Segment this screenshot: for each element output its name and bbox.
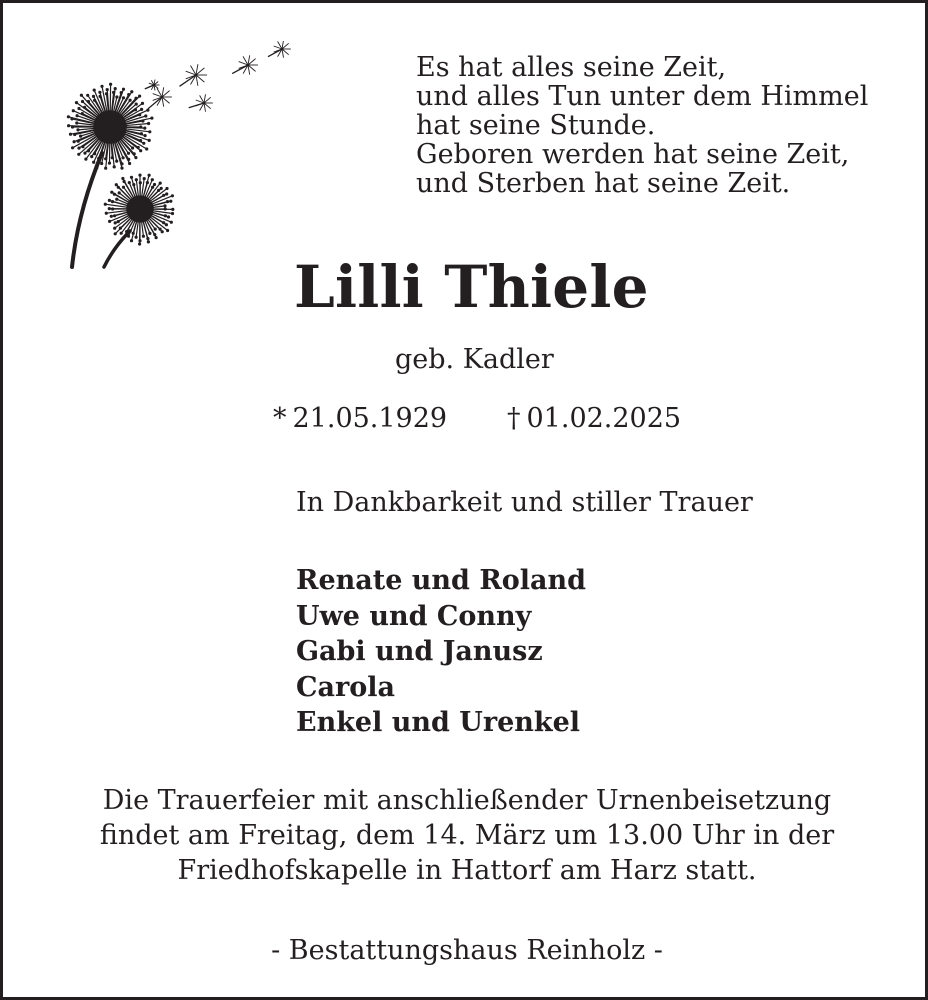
family-member: Gabi und Janusz <box>296 636 543 667</box>
mourning-line: In Dankbarkeit und stiller Trauer <box>296 487 753 518</box>
quote-verse <box>416 53 868 198</box>
death-date-value: 01.02.2025 <box>526 403 682 434</box>
undertaker-name: - Bestattungshaus Reinholz - <box>271 935 663 966</box>
service-line: Friedhofskapelle in Hattorf am Harz statt. <box>177 855 757 886</box>
family-member: Uwe und Conny <box>296 600 532 632</box>
family-member: Enkel und Urenkel <box>296 707 581 738</box>
birth-date-value: 21.05.1929 <box>292 403 448 434</box>
family-member: Carola <box>296 671 395 703</box>
service-announcement <box>43 783 891 888</box>
birth-star-icon: * <box>273 403 287 434</box>
family-list <box>296 563 586 741</box>
service-line: Die Trauerfeier mit anschließender Urnenbeisetzung <box>102 785 832 816</box>
quote-line: Es hat alles seine Zeit, <box>416 52 727 83</box>
quote-line: und Sterben hat seine Zeit. <box>416 168 791 199</box>
quote-line: und alles Tun unter dem Himmel <box>416 81 869 112</box>
death-cross-icon: † <box>507 403 521 434</box>
dandelion-icon <box>58 41 298 273</box>
family-member: Renate und Roland <box>296 565 587 596</box>
deceased-name: Lilli Thiele <box>294 253 649 321</box>
birth-date <box>273 401 447 437</box>
service-line: findet am Freitag, dem 14. März um 13.00 Uhr in der <box>99 820 835 851</box>
maiden-name: geb. Kadler <box>395 344 554 375</box>
quote-line: Geboren werden hat seine Zeit, <box>416 139 850 170</box>
quote-line: hat seine Stunde. <box>416 110 656 141</box>
death-date <box>507 401 681 437</box>
